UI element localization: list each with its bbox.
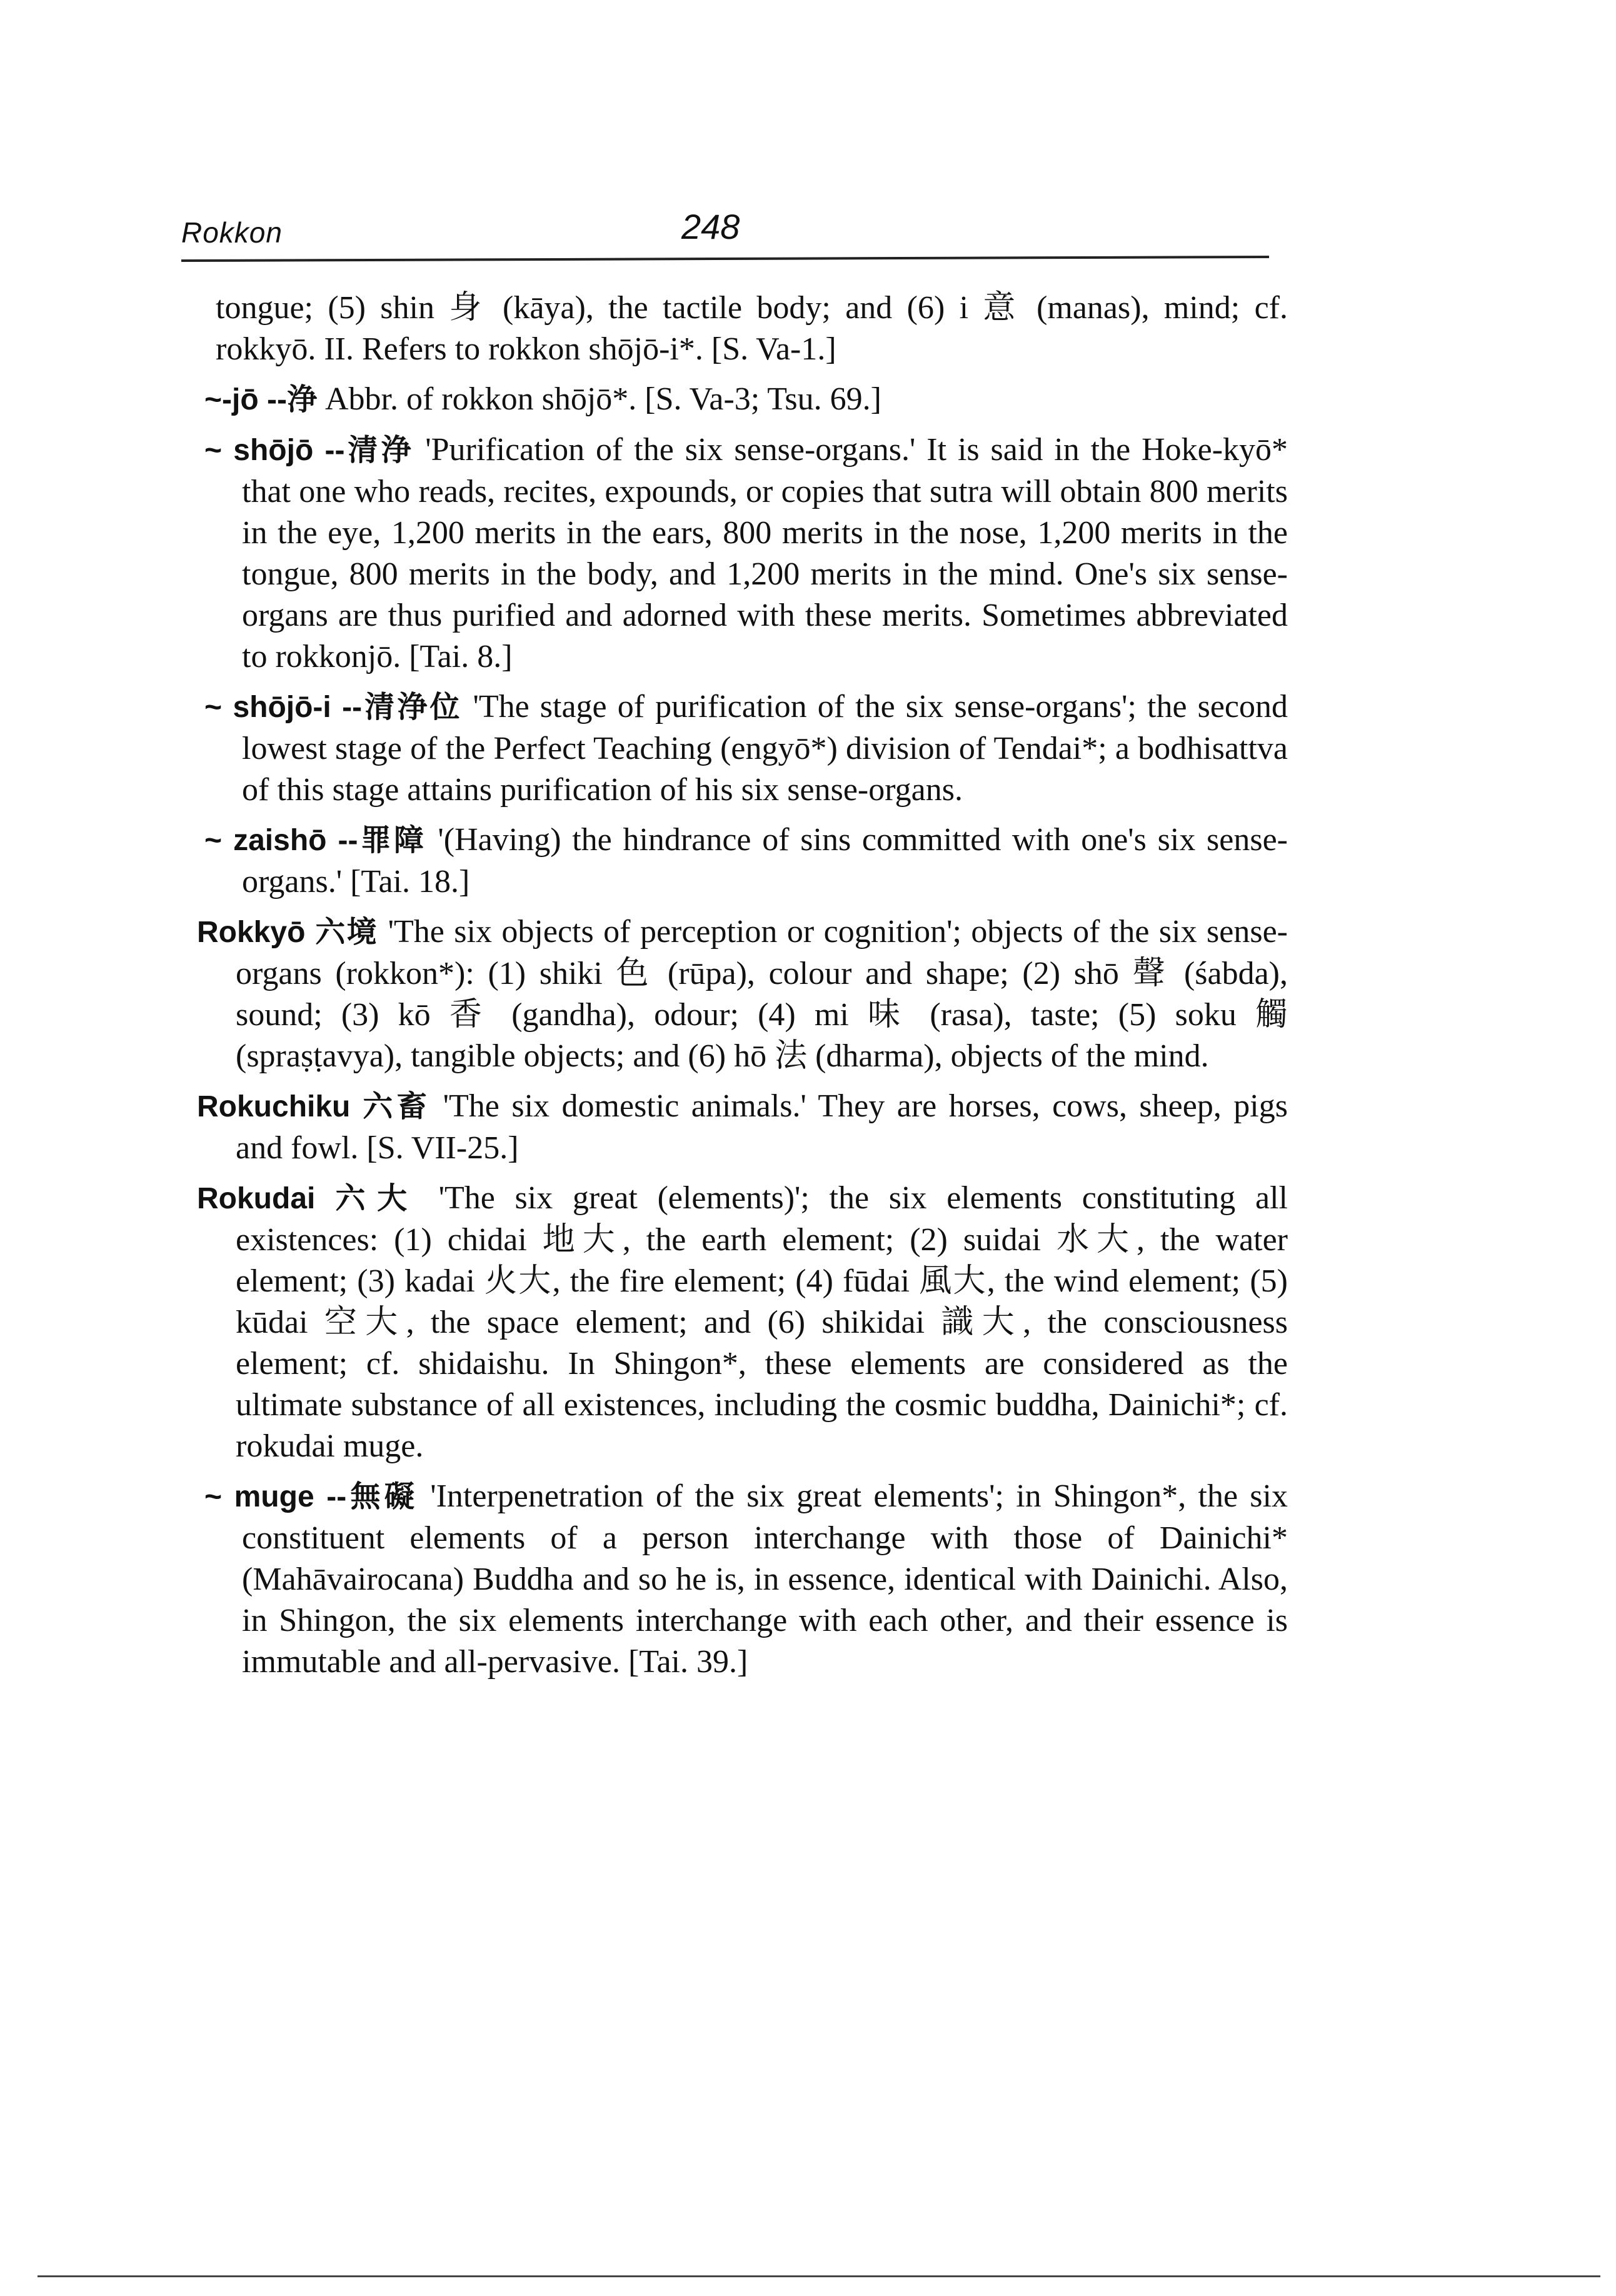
entry-jo-headword: ~-jō --浄 — [204, 383, 317, 416]
entry-rokudai-headword: Rokudai 六大 — [197, 1182, 419, 1215]
entry-zaisho-headword: ~ zaishō --罪障 — [204, 824, 427, 857]
entry-rokkyo-definition: 'The six objects of perception or cognition'; objects of the six sense-organs (rokkon*): (1) shiki 色 (rūpa), colour and shape; (2) shō 聲 (śabda), sound; (3) kō 香 (gandha), odour; (4) mi 味 (rasa), taste; (5) soku 觸 (spraṣṭavya), tangible objects; and (6) hō 法 (dharma), objects of the mind. — [236, 914, 1288, 1074]
entry-rokudai-definition: 'The six great (elements)'; the six elements constituting all existences: (1) chidai 地大, the earth element; (2) suidai 水大, the water element; (3) kadai 火大, the fire element; (4) fūdai 風大, the wind element; (5) kūdai 空大, the space element; and (6) shikidai 識大, the consciousness element; cf. shidaishu. In Shingon*, these elements are considered as the ultimate substance of all existences, including the cosmic buddha, Dainichi*; cf. rokudai muge. — [236, 1180, 1288, 1464]
entry-rokuchiku-definition: 'The six domestic animals.' They are horses, cows, sheep, pigs and fowl. [S. VII-25.] — [236, 1088, 1288, 1166]
entry-rokudai — [197, 1178, 1288, 1467]
entry-zaisho-definition: '(Having) the hindrance of sins committed with one's six sense-organs.' [Tai. 18.] — [242, 822, 1288, 900]
entry-shojo-definition: 'Purification of the six sense-organs.' It is said in the Hoke-kyō* that one who reads, recites, expounds, or copies that sutra will obtain 800 merits in the eye, 1,200 merits in the ears, 800 merits in the nose, 1,200 merits in the tongue, 800 merits in the body, and 1,200 merits in the mind. One's six sense-organs are thus purified and adorned with these merits. Sometimes abbreviated to rokkonjō. [Tai. 8.] — [242, 432, 1288, 674]
entry-shojoi-definition: 'The stage of purification of the six sense-organs'; the second lowest stage of the Perfect Teaching (engyō*) division of Tendai*; a bodhisattva of this stage attains purification of his six sense-organs. — [242, 689, 1288, 808]
entry-zaisho — [197, 820, 1288, 903]
entry-shojoi-headword: ~ shōjō-i --清浄位 — [204, 691, 463, 724]
entry-rokkyo — [197, 911, 1288, 1077]
entry-rokkyo-headword: Rokkyō 六境 — [197, 916, 379, 949]
entry-jo — [197, 379, 1288, 421]
entry-muge-definition: 'Interpenetration of the six great elements'; in Shingon*, the six constituent elements of a person interchange with those of Dainichi* (Mahāvairocana) Buddha and so he is, in essence, identical with Dainichi. Also, in Shingon, the six elements interchange with each other, and their essence is immutable and all-pervasive. [Tai. 39.] — [242, 1478, 1288, 1680]
header-rule — [181, 256, 1269, 262]
entry-shojo — [197, 429, 1288, 678]
page-number: 248 — [681, 207, 740, 246]
entry-rokuchiku — [197, 1086, 1288, 1169]
entry-muge-headword: ~ muge --無礙 — [204, 1480, 418, 1513]
entry-muge — [197, 1476, 1288, 1683]
page-bottom-rule — [38, 2275, 1600, 2277]
running-head: Rokkon — [181, 216, 283, 249]
entry-shojo-headword: ~ shōjō --清浄 — [204, 434, 414, 467]
entry-rokuchiku-headword: Rokuchiku 六畜 — [197, 1090, 431, 1123]
entry-continuation: tongue; (5) shin 身 (kāya), the tactile body; and (6) i 意 (manas), mind; cf. rokkyō. II. Refers to rokkon shōjō-i*. [S. Va-1.] — [216, 290, 1288, 367]
entry-shojoi — [197, 686, 1288, 811]
dictionary-entries — [197, 288, 1288, 1692]
entry-jo-definition: Abbr. of rokkon shōjō*. [S. Va-3; Tsu. 69.] — [324, 381, 881, 417]
